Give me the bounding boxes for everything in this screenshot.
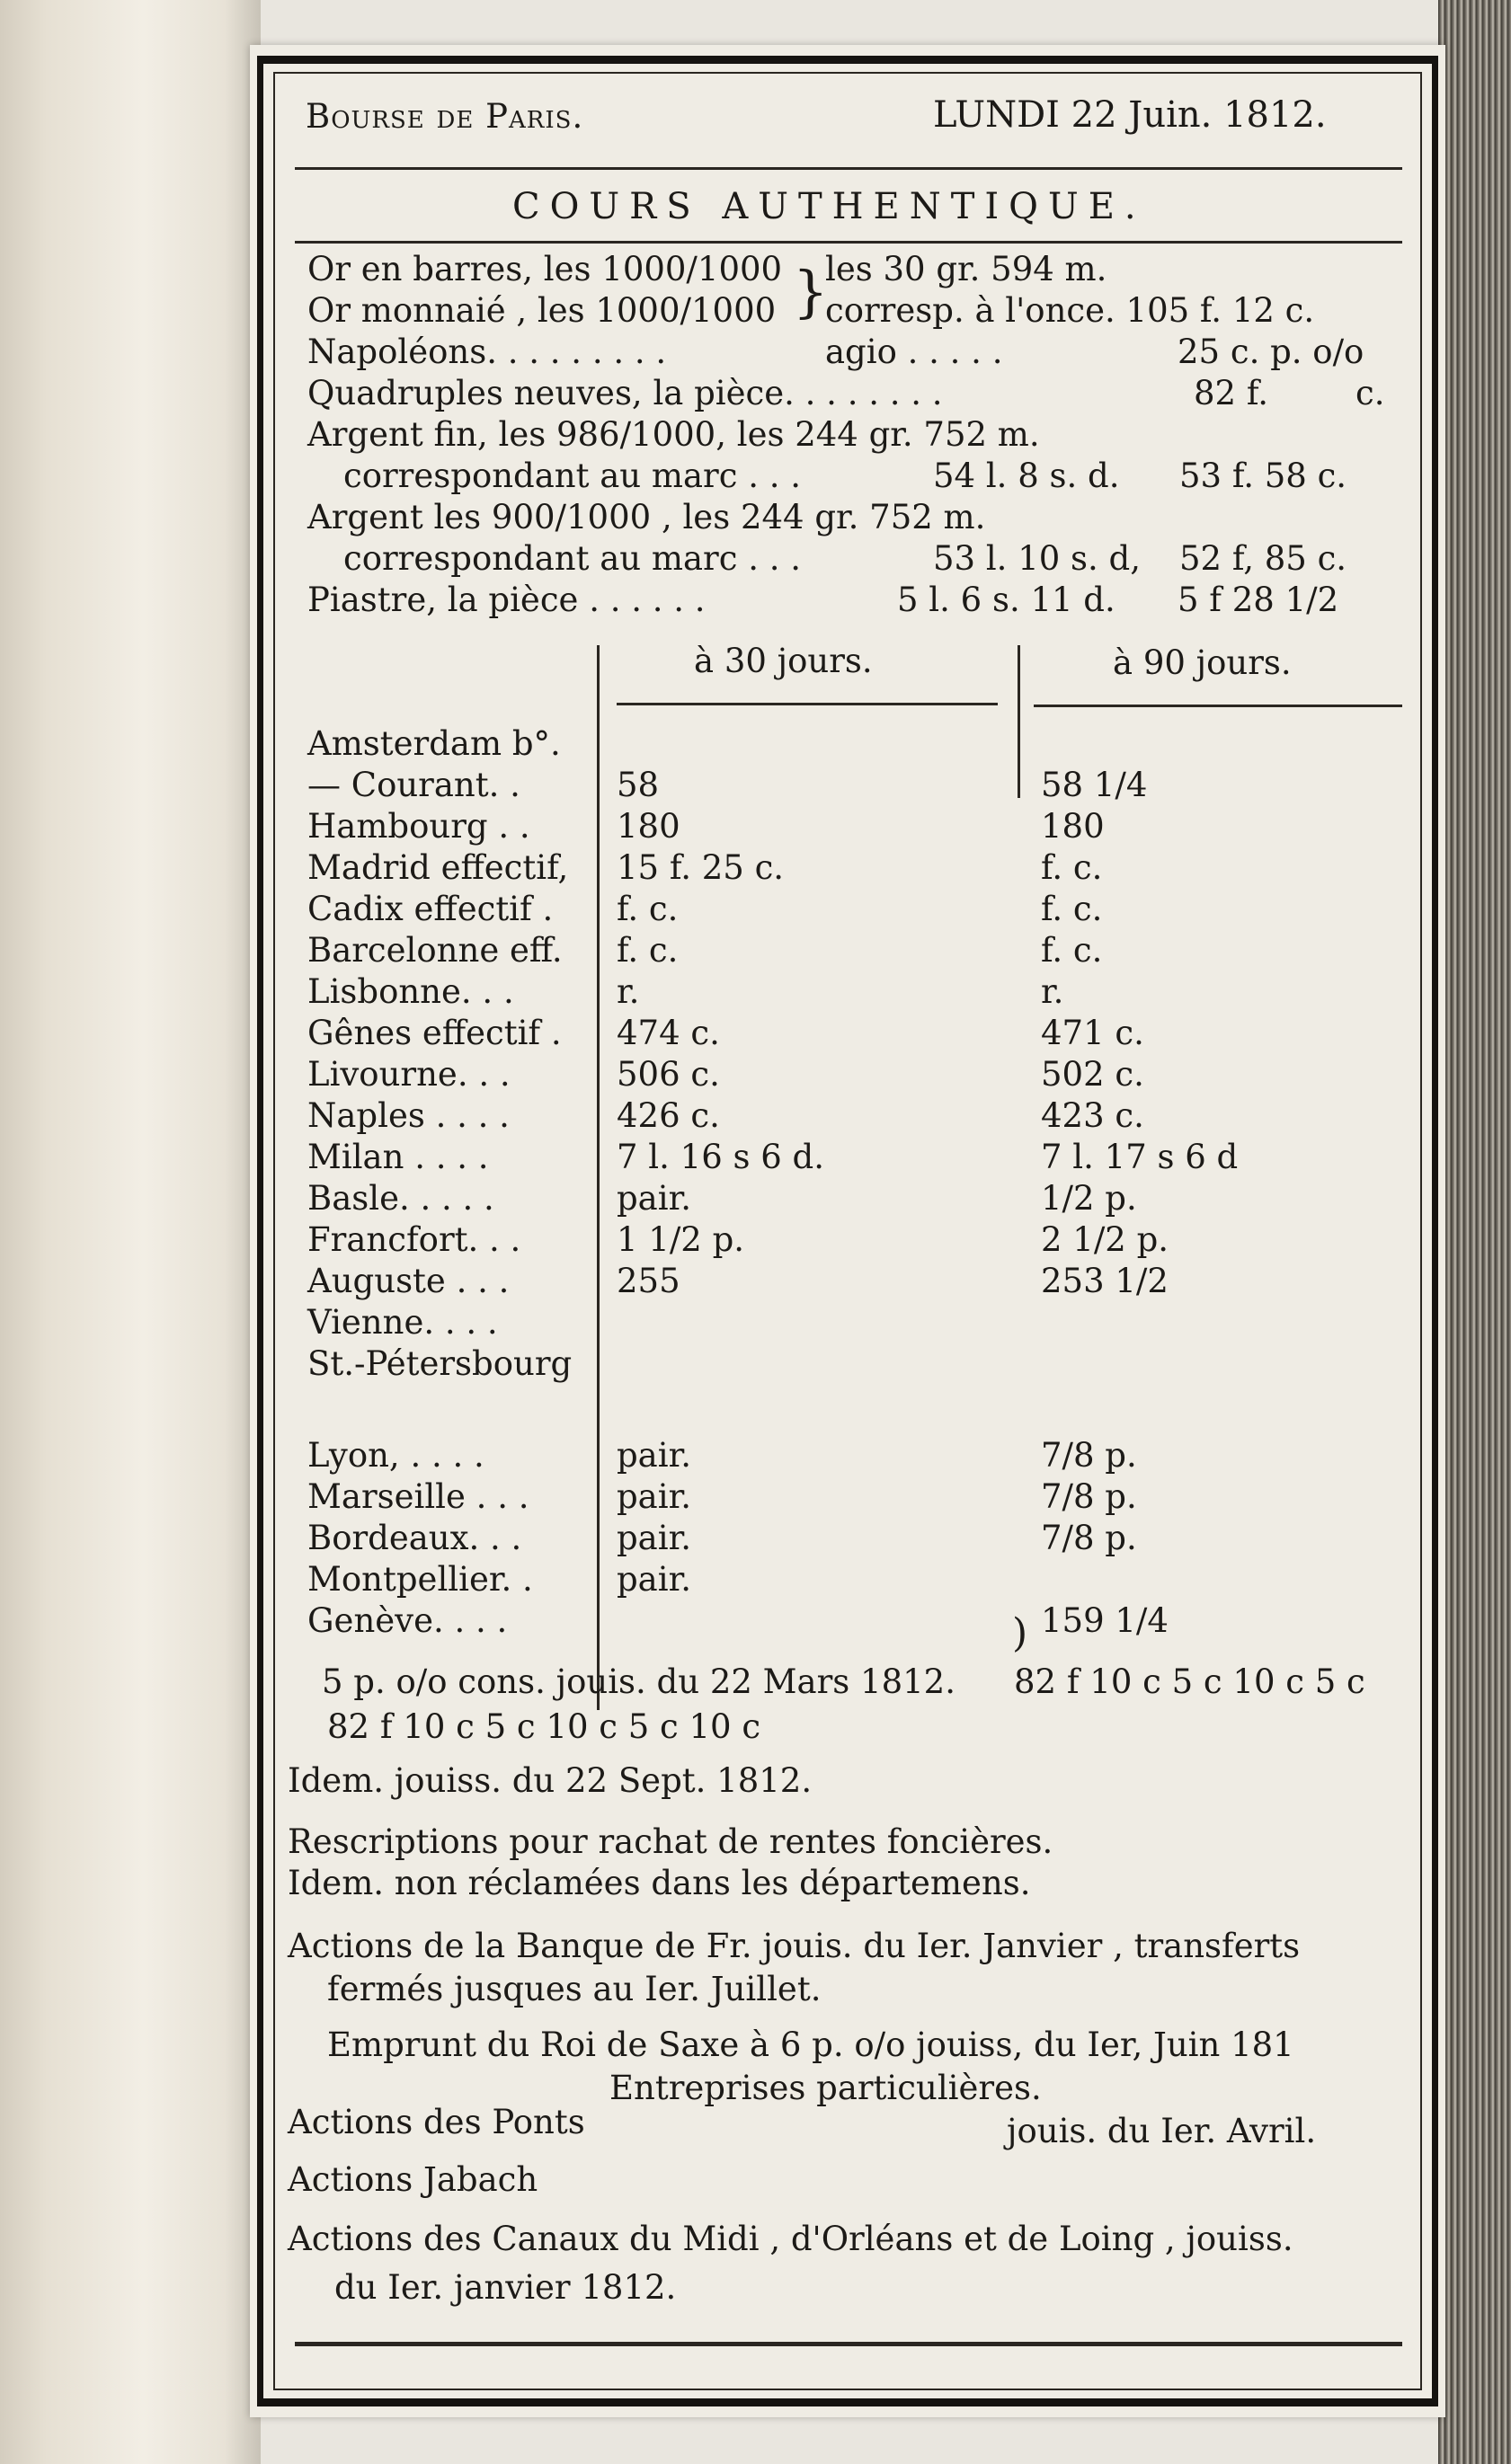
exchange-place: Naples . . . . [307,1096,510,1135]
cons-quotes-1: 82 f 10 c 5 c 10 c 5 c [1014,1662,1365,1701]
exchange-place: Lisbonne. . . [307,972,514,1011]
idem-non-reclamees: Idem. non réclamées dans les départemens. [288,1864,1031,1902]
exchange-rate-90: 7/8 p. [1041,1436,1137,1475]
ponts-jouissance: jouis. du Ier. Avril. [1007,2112,1317,2150]
exchange-rate-90: 502 c. [1041,1055,1144,1094]
exchange-rate-90: 2 1/2 p. [1041,1220,1169,1259]
argent-fin-label: Argent fin, les 986/1000, les 244 gr. 752 m. [307,415,1040,454]
exchange-rate-90: 180 [1041,807,1105,846]
exchange-place: Marseille . . . [307,1477,529,1516]
document-page [250,45,1445,2417]
or-monnaie-value: corresp. à l'once. 105 f. 12 c. [825,291,1315,330]
exchange-rate-30: pair. [617,1560,691,1599]
exchange-place: Gênes effectif . [307,1014,562,1052]
piastre-value: 5 f 28 1/2 [1178,581,1339,619]
col-header-90: à 90 jours. [1113,643,1292,682]
exchange-rate-30: 255 [617,1262,680,1300]
piastre-label: Piastre, la pièce . . . . . . [307,581,706,619]
emprunt-saxe: Emprunt du Roi de Saxe à 6 p. o/o jouiss, du Ier, Juin 181 [327,2025,1294,2064]
argent-900-label: Argent les 900/1000 , les 244 gr. 752 m. [307,498,986,536]
rescriptions: Rescriptions pour rachat de rentes foncières. [288,1822,1053,1861]
exchange-place: Amsterdam b°. [307,724,561,763]
exchange-rate-30: 506 c. [617,1055,720,1094]
exchange-rate-30: pair. [617,1436,691,1475]
exchange-place: — Courant. . [307,766,520,804]
exchange-place: Bordeaux. . . [307,1519,522,1557]
or-barres-value: les 30 gr. 594 m. [825,250,1107,288]
exchange-place: Vienne. . . . [307,1303,498,1342]
col-header-30: à 30 jours. [694,642,873,680]
exchange-rate-30: 1 1/2 p. [617,1220,745,1259]
exchange-rate-30: pair. [617,1477,691,1516]
exchange-place: Madrid effectif, [307,848,569,887]
exchange-rate-90: 471 c. [1041,1014,1144,1052]
exchange-rate-30: r. [617,972,640,1011]
argent-fin-corr-label: correspondant au marc . . . [343,456,802,495]
exchange-divider-left [597,645,600,1710]
piastre-mid: 5 l. 6 s. 11 d. [897,581,1115,619]
canaux-line-1: Actions des Canaux du Midi , d'Orléans et de Loing , jouiss. [288,2220,1293,2258]
napoleons-label: Napoléons. . . . . . . . . [307,332,667,371]
idem-sept: Idem. jouiss. du 22 Sept. 1812. [288,1761,813,1800]
page-title: COURS AUTHENTIQUE. [512,186,1146,227]
actions-ponts: Actions des Ponts [288,2103,585,2141]
exchange-rate-30: pair. [617,1519,691,1557]
exchange-rate-90: 159 1/4 [1041,1601,1169,1640]
argent-900-corr-label: correspondant au marc . . . [343,539,802,578]
cons-line-2: 82 f 10 c 5 c 10 c 5 c 10 c [327,1707,761,1746]
bottom-rule [295,2342,1402,2346]
exchange-place: Montpellier. . [307,1560,533,1599]
title-rule [295,241,1402,244]
banque-line-1: Actions de la Banque de Fr. jouis. du Ier. Janvier , transferts [288,1927,1301,1965]
geneve-bracket: ) [1012,1610,1028,1656]
exchange-rate-30: pair. [617,1179,691,1218]
argent-900-corr-mid: 53 l. 10 s. d, [933,539,1141,578]
exchange-rate-90: 1/2 p. [1041,1179,1137,1218]
col-90-rule [1034,705,1402,707]
col-30-rule [617,703,998,705]
napoleons-value: 25 c. p. o/o [1178,332,1364,371]
exchange-rate-30: 15 f. 25 c. [617,848,785,887]
canaux-line-2: du Ier. janvier 1812. [334,2268,677,2307]
exchange-rate-90: 423 c. [1041,1096,1144,1135]
exchange-rate-30: 474 c. [617,1014,720,1052]
quadruples-value: 82 f. [1194,374,1268,412]
quadruples-value-c: c. [1355,374,1385,412]
exchange-rate-90: f. c. [1041,848,1103,887]
header-left: Bourse de Paris. [306,97,584,136]
exchange-rate-30: 180 [617,807,680,846]
header-date: LUNDI 22 Juin. 1812. [933,94,1327,136]
entreprises-heading: Entreprises particulières. [609,2069,1042,2107]
exchange-place: St.-Pétersbourg [307,1344,573,1383]
argent-fin-corr-value: 53 f. 58 c. [1179,456,1347,495]
exchange-divider-right [1018,645,1020,798]
cons-line-1: 5 p. o/o cons. jouis. du 22 Mars 1812. [322,1662,955,1701]
exchange-place: Milan . . . . [307,1138,489,1176]
exchange-rate-30: 426 c. [617,1096,720,1135]
book-left-page [0,0,261,2464]
argent-900-corr-value: 52 f, 85 c. [1179,539,1347,578]
napoleons-mid: agio . . . . . [825,332,1003,371]
exchange-rate-90: 7 l. 17 s 6 d [1041,1138,1239,1176]
exchange-place: Barcelonne eff. [307,931,563,970]
exchange-place: Auguste . . . [307,1262,510,1300]
exchange-rate-90: 58 1/4 [1041,766,1148,804]
exchange-place: Genève. . . . [307,1601,508,1640]
brace-symbol: } [793,259,829,324]
exchange-rate-90: f. c. [1041,890,1103,928]
banque-line-2: fermés jusques au Ier. Juillet. [327,1970,822,2008]
book-page-edges [1438,0,1511,2464]
exchange-rate-30: f. c. [617,931,679,970]
exchange-rate-90: 7/8 p. [1041,1477,1137,1516]
exchange-rate-30: 7 l. 16 s 6 d. [617,1138,824,1176]
exchange-place: Hambourg . . [307,807,530,846]
exchange-place: Francfort. . . [307,1220,521,1259]
exchange-place: Livourne. . . [307,1055,511,1094]
exchange-rate-90: 7/8 p. [1041,1519,1137,1557]
exchange-place: Basle. . . . . [307,1179,494,1218]
exchange-rate-90: 253 1/2 [1041,1262,1169,1300]
exchange-rate-30: f. c. [617,890,679,928]
quadruples-label: Quadruples neuves, la pièce. . . . . . . . [307,374,943,412]
actions-jabach: Actions Jabach [288,2160,538,2199]
exchange-place: Cadix effectif . [307,890,554,928]
exchange-place: Lyon, . . . . [307,1436,484,1475]
exchange-rate-90: f. c. [1041,931,1103,970]
argent-fin-corr-mid: 54 l. 8 s. d. [933,456,1120,495]
or-barres-label: Or en barres, les 1000/1000 [307,250,783,288]
exchange-rate-30: 58 [617,766,660,804]
exchange-rate-90: r. [1041,972,1064,1011]
header-rule [295,167,1402,170]
or-monnaie-label: Or monnaié , les 1000/1000 [307,291,777,330]
